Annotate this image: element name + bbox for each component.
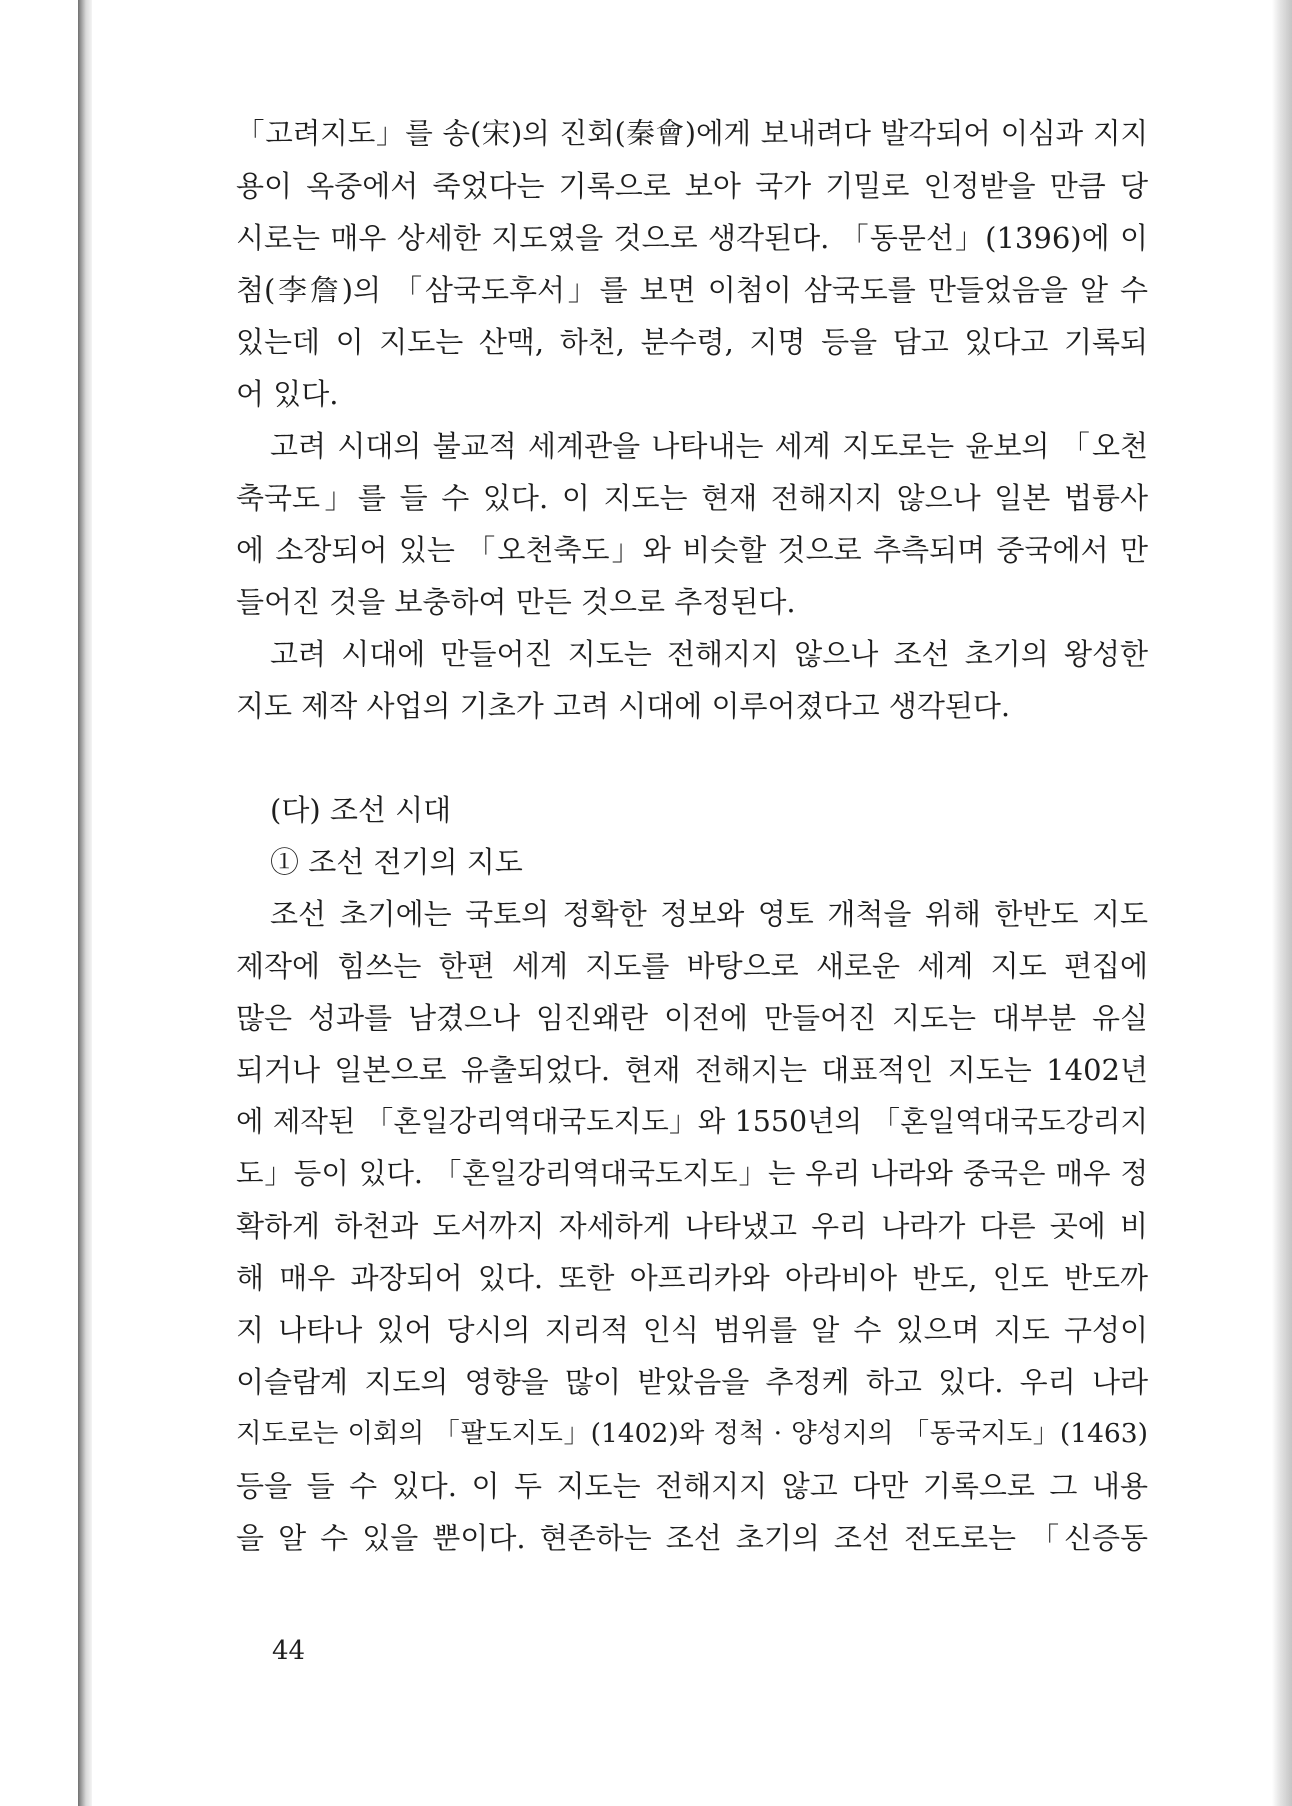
text-line: 용이 옥중에서 죽었다는 기록으로 보아 국가 기밀로 인정받을 만큼 당 bbox=[236, 169, 1148, 203]
text-line: 축국도」를 들 수 있다. 이 지도는 현재 전해지지 않으나 일본 법륭사 bbox=[236, 481, 1148, 515]
text-line: 해 매우 과장되어 있다. 또한 아프리카와 아라비아 반도, 인도 반도까 bbox=[236, 1261, 1148, 1295]
subsection-heading: ① 조선 전기의 지도 bbox=[270, 845, 523, 879]
paragraph-2 bbox=[236, 420, 1148, 628]
text-line: 지도 제작 사업의 기초가 고려 시대에 이루어졌다고 생각된다. bbox=[236, 689, 1011, 723]
page-edge-right bbox=[1272, 0, 1292, 1806]
text-line: 조선 초기에는 국토의 정확한 정보와 영토 개척을 위해 한반도 지도 bbox=[270, 897, 1148, 931]
text-line: 확하게 하천과 도서까지 자세하게 나타냈고 우리 나라가 다른 곳에 비 bbox=[236, 1209, 1148, 1243]
text-line: 도」등이 있다. 「혼일강리역대국도지도」는 우리 나라와 중국은 매우 정 bbox=[236, 1157, 1148, 1190]
page-number: 44 bbox=[272, 1636, 306, 1666]
text-line: 되거나 일본으로 유출되었다. 현재 전해지는 대표적인 지도는 1402년 bbox=[236, 1053, 1148, 1087]
text-line: 들어진 것을 보충하여 만든 것으로 추정된다. bbox=[236, 585, 796, 619]
text-line: 등을 들 수 있다. 이 두 지도는 전해지지 않고 다만 기록으로 그 내용 bbox=[236, 1469, 1148, 1503]
section-heading: (다) 조선 시대 bbox=[270, 793, 452, 827]
text-line: 첨(李詹)의 「삼국도후서」를 보면 이첨이 삼국도를 만들었음을 알 수 bbox=[236, 273, 1148, 307]
page-body bbox=[236, 108, 1148, 1564]
text-line: 고려 시대의 불교적 세계관을 나타내는 세계 지도로는 윤보의 「오천 bbox=[270, 429, 1148, 463]
text-line: 고려 시대에 만들어진 지도는 전해지지 않으나 조선 초기의 왕성한 bbox=[270, 637, 1148, 671]
text-line: 어 있다. bbox=[236, 377, 339, 411]
text-line: 에 제작된 「혼일강리역대국도지도」와 1550년의 「혼일역대국도강리지 bbox=[236, 1105, 1148, 1138]
text-line: 많은 성과를 남겼으나 임진왜란 이전에 만들어진 지도는 대부분 유실 bbox=[236, 1001, 1148, 1035]
paragraph-1 bbox=[236, 108, 1148, 420]
text-line: 을 알 수 있을 뿐이다. 현존하는 조선 초기의 조선 전도로는 「신증동 bbox=[236, 1521, 1148, 1555]
text-line: 이슬람계 지도의 영향을 많이 받았음을 추정케 하고 있다. 우리 나라 bbox=[236, 1365, 1148, 1399]
paragraph-4 bbox=[236, 888, 1148, 1564]
text-line: 제작에 힘쓰는 한편 세계 지도를 바탕으로 새로운 세계 지도 편집에 bbox=[236, 949, 1148, 983]
text-line: 「고려지도」를 송(宋)의 진회(秦會)에게 보내려다 발각되어 이심과 지지 bbox=[236, 117, 1148, 150]
text-line: 지도로는 이회의 「팔도지도」(1402)와 정척 · 양성지의 「동국지도」(1463) bbox=[236, 1418, 1148, 1449]
text-line: 지 나타나 있어 당시의 지리적 인식 범위를 알 수 있으며 지도 구성이 bbox=[236, 1313, 1148, 1347]
text-line: 에 소장되어 있는 「오천축도」와 비슷할 것으로 추측되며 중국에서 만 bbox=[236, 533, 1148, 567]
text-line: 있는데 이 지도는 산맥, 하천, 분수령, 지명 등을 담고 있다고 기록되 bbox=[236, 325, 1148, 359]
paragraph-3 bbox=[236, 628, 1148, 732]
section-spacer bbox=[236, 732, 1148, 784]
text-line: 시로는 매우 상세한 지도였을 것으로 생각된다. 「동문선」(1396)에 이 bbox=[236, 221, 1148, 255]
page-edge-left bbox=[78, 0, 92, 1806]
